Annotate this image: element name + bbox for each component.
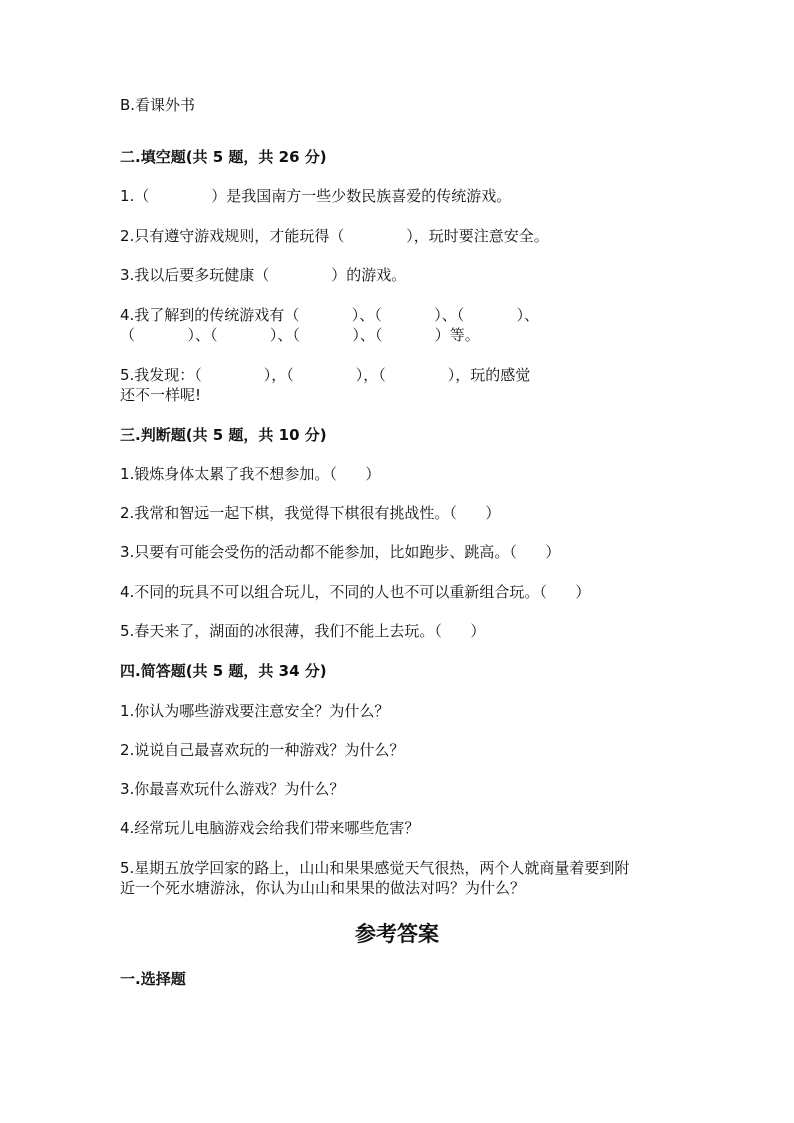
fill-question-2: 2.只有遵守游戏规则，才能玩得（ ），玩时要注意安全。 [120, 227, 549, 245]
judge-question-2: 2.我常和智远一起下棋，我觉得下棋很有挑战性。（ ） [120, 504, 501, 522]
fill-question-4-line2: （ ）、（ ）、（ ）、（ ）等。 [120, 326, 480, 344]
judge-question-4: 4.不同的玩具不可以组合玩儿，不同的人也不可以重新组合玩。（ ） [120, 583, 591, 601]
answer-key-title: 参考答案 [355, 921, 439, 946]
short-question-1: 1.你认为哪些游戏要注意安全？为什么？ [120, 702, 390, 720]
fill-question-4-line1: 4.我了解到的传统游戏有（ ）、（ ）、（ ）、 [120, 306, 540, 324]
fill-question-3: 3.我以后要多玩健康（ ）的游戏。 [120, 266, 407, 284]
option-b: B.看课外书 [120, 96, 196, 114]
judge-question-3: 3.只要有可能会受伤的活动都不能参加，比如跑步、跳高。（ ） [120, 543, 561, 561]
section2-heading: 二.填空题(共 5 题，共 26 分) [120, 148, 327, 166]
judge-question-1: 1.锻炼身体太累了我不想参加。（ ） [120, 465, 381, 483]
short-question-2: 2.说说自己最喜欢玩的一种游戏？为什么？ [120, 741, 405, 759]
short-question-5-line2: 近一个死水塘游泳，你认为山山和果果的做法对吗？为什么？ [120, 879, 526, 897]
short-question-4: 4.经常玩儿电脑游戏会给我们带来哪些危害？ [120, 819, 420, 837]
section3-heading: 三.判断题(共 5 题，共 10 分) [120, 426, 327, 444]
judge-question-5: 5.春天来了，湖面的冰很薄，我们不能上去玩。（ ） [120, 622, 486, 640]
short-question-3: 3.你最喜欢玩什么游戏？为什么？ [120, 780, 345, 798]
fill-question-1: 1.（ ）是我国南方一些少数民族喜爱的传统游戏。 [120, 187, 512, 205]
fill-question-5-line1: 5.我发现：（ ），（ ），（ ），玩的感觉 [120, 366, 531, 384]
section4-heading: 四.简答题(共 5 题，共 34 分) [120, 662, 327, 680]
fill-question-5-line2: 还不一样呢! [120, 386, 202, 404]
answer-section1-heading: 一.选择题 [120, 970, 186, 988]
short-question-5-line1: 5.星期五放学回家的路上，山山和果果感觉天气很热，两个人就商量着要到附 [120, 859, 630, 877]
